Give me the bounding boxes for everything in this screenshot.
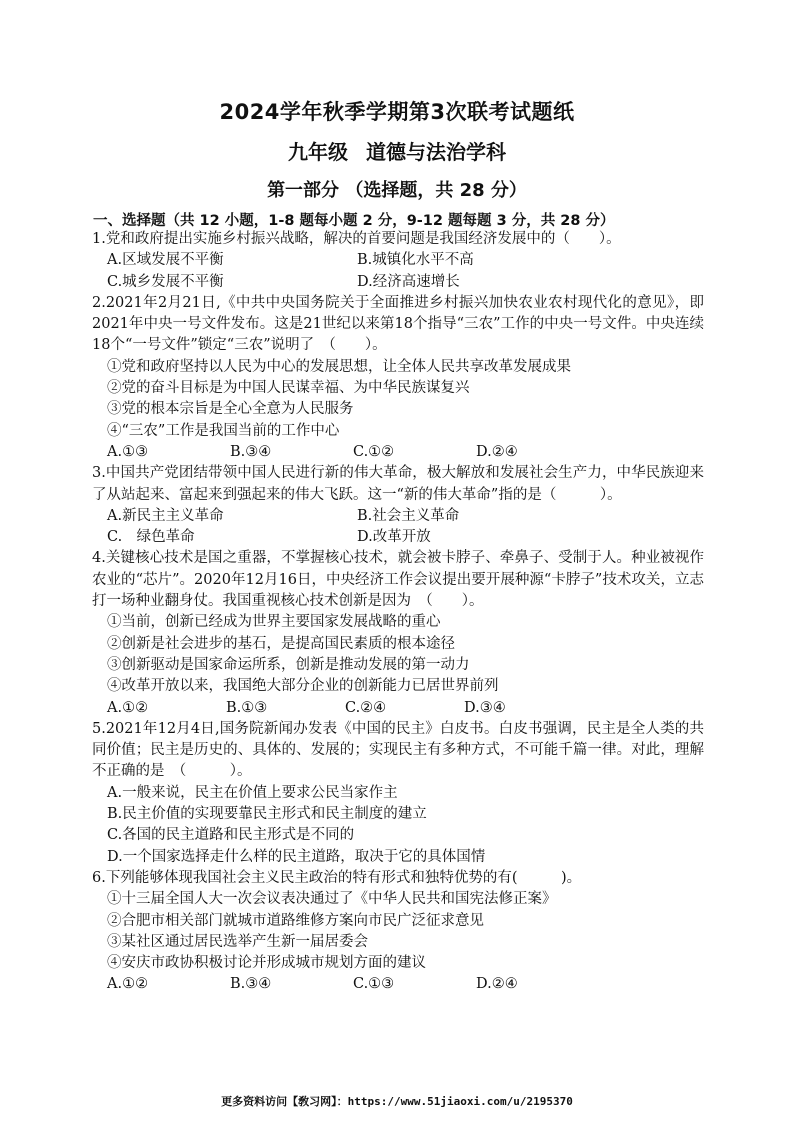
question-1 bbox=[92, 229, 704, 293]
question-5 bbox=[92, 719, 704, 868]
question-6 bbox=[92, 868, 704, 996]
question-stem: 2.2021年2月21日,《中共中央国务院关于全面推进乡村振兴加快农业农村现代化的意见》，即2021年中央一号文件发布。这是21世纪以来第18个指导“三农”工作的中央一号文件。中央连续18个“一号文件”锁定“三农”说明了 （ ）。 bbox=[92, 294, 704, 354]
statement-4: ④改革开放以来，我国绝大部分企业的创新能力已居世界前列 bbox=[107, 678, 499, 695]
question-4 bbox=[92, 548, 704, 718]
option-c: C.①② bbox=[353, 443, 395, 460]
options-row bbox=[92, 974, 704, 995]
option-b: B.③④ bbox=[230, 976, 272, 993]
question-3 bbox=[92, 463, 704, 548]
option-d: D.经济高速增长 bbox=[357, 273, 460, 290]
question-stem: 5.2021年12月4日,国务院新闻办发表《中国的民主》白皮书。白皮书强调，民主是全人类的共同价值；民主是历史的、具体的、发展的；实现民主有多种方式，不可能千篇一律。对此，理解不正确的是 （ ）。 bbox=[92, 720, 704, 780]
statement-3: ③某社区通过居民选举产生新一届居委会 bbox=[107, 933, 368, 950]
statement-1: ①当前，创新已经成为世界主要国家发展战略的重心 bbox=[107, 614, 441, 631]
footer-link[interactable]: 更多资料访问【敎习网】：https://www.51jiaoxi.com/u/2195370 bbox=[221, 1095, 573, 1108]
option-a: A.①② bbox=[107, 976, 149, 993]
exam-title: 2024学年秋季学期第3次联考试题纸 bbox=[219, 100, 575, 124]
option-d: D.②④ bbox=[476, 443, 518, 460]
option-c: C.城乡发展不平衡 bbox=[107, 273, 224, 290]
option-c: C.①③ bbox=[353, 976, 395, 993]
options-row bbox=[92, 272, 704, 293]
option-b: B.民主价值的实现要靠民主形式和民主制度的建立 bbox=[107, 806, 427, 823]
option-d: D.③④ bbox=[464, 699, 506, 716]
option-c: C.各国的民主道路和民主形式是不同的 bbox=[107, 827, 355, 844]
options-row bbox=[92, 442, 704, 463]
subject-label: 道德与法治学科 bbox=[366, 140, 506, 164]
statement-2: ②合肥市相关部门就城市道路维修方案向市民广泛征求意见 bbox=[107, 912, 484, 929]
option-d: D.改革开放 bbox=[357, 529, 431, 546]
statement-4: ④“三农”工作是我国当前的工作中心 bbox=[107, 422, 340, 439]
question-stem: 3.中国共产党团结带领中国人民进行新的伟大革命，极大解放和发展社会生产力，中华民族迎来了从站起来、富起来到强起来的伟大飞跃。这一“新的伟大革命”指的是（ ）。 bbox=[92, 465, 704, 503]
option-d: D.一个国家选择走什么样的民主道路，取决于它的具体国情 bbox=[107, 848, 486, 865]
question-stem: 4.关键核心技术是国之重器，不掌握核心技术，就会被卡脖子、牵鼻子、受制于人。种业被视作农业的“芯片”。2020年12月16日，中央经济工作会议提出要开展种源“卡脖子”技术攻关，立志打一场种业翻身仗。我国重视核心技术创新是因为 （ ）。 bbox=[92, 550, 704, 610]
option-a: A.新民主主义革命 bbox=[107, 507, 224, 524]
grade-label: 九年级 bbox=[288, 140, 348, 164]
option-a: A.一般来说，民主在价值上要求公民当家作主 bbox=[107, 784, 398, 801]
questions bbox=[92, 229, 704, 996]
statement-1: ①十三届全国人大一次会议表决通过了《中华人民共和国宪法修正案》 bbox=[107, 891, 557, 908]
option-c: C. 绿色革命 bbox=[107, 529, 195, 546]
option-a: A.区域发展不平衡 bbox=[107, 252, 224, 269]
options-row bbox=[92, 506, 704, 527]
question-stem: 6.下列能够体现我国社会主义民主政治的特有形式和独特优势的有( )。 bbox=[92, 869, 582, 886]
exam-subtitle bbox=[0, 136, 794, 165]
statement-2: ②创新是社会进步的基石，是提高国民素质的根本途径 bbox=[107, 635, 455, 652]
options-row bbox=[92, 527, 704, 548]
options-row bbox=[92, 698, 704, 719]
question-2 bbox=[92, 293, 704, 463]
part-title: 第一部分 （选择题，共 28 分） bbox=[267, 180, 527, 201]
option-b: B.①③ bbox=[226, 699, 268, 716]
option-a: A.①② bbox=[107, 699, 149, 716]
option-a: A.①③ bbox=[107, 443, 149, 460]
question-stem: 1.党和政府提出实施乡村振兴战略，解决的首要问题是我国经济发展中的（ ）。 bbox=[92, 231, 621, 247]
option-b: B.社会主义革命 bbox=[357, 507, 460, 524]
statement-4: ④安庆市政协积极讨论并形成城市规划方面的建议 bbox=[107, 955, 426, 972]
statement-3: ③创新驱动是国家命运所系，创新是推动发展的第一动力 bbox=[107, 656, 470, 673]
statement-2: ②党的奋斗目标是为中国人民谋幸福、为中华民族谋复兴 bbox=[107, 380, 470, 397]
option-b: B.③④ bbox=[230, 443, 272, 460]
statement-1: ①党和政府坚持以人民为中心的发展思想，让全体人民共享改革发展成果 bbox=[107, 358, 571, 375]
section-heading: 一、选择题（共 12 小题，1-8 题每小题 2 分，9-12 题每题 3 分，共 28 分） bbox=[93, 213, 615, 229]
option-c: C.②④ bbox=[345, 699, 387, 716]
option-d: D.②④ bbox=[476, 976, 518, 993]
options-row bbox=[92, 250, 704, 271]
option-b: B.城镇化水平不高 bbox=[357, 252, 474, 269]
statement-3: ③党的根本宗旨是全心全意为人民服务 bbox=[107, 401, 354, 418]
